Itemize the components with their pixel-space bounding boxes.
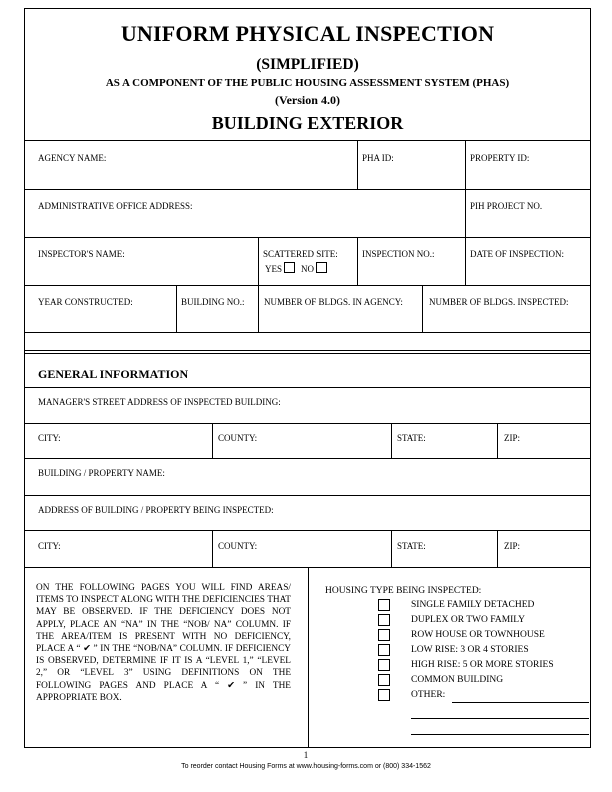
general-information-title: GENERAL INFORMATION xyxy=(38,367,189,381)
form-component-line: AS A COMPONENT OF THE PUBLIC HOUSING ASSESSMENT SYSTEM (PHAS) xyxy=(105,77,510,89)
manager-address-label: MANAGER'S STREET ADDRESS OF INSPECTED BUILDING: xyxy=(38,397,281,407)
rule xyxy=(25,423,590,424)
housing-type-title: HOUSING TYPE BEING INSPECTED: xyxy=(325,586,482,596)
housing-option-label: HIGH RISE: 5 OR MORE STORIES xyxy=(411,660,554,670)
housing-checkbox[interactable] xyxy=(378,614,390,626)
housing-checkbox[interactable] xyxy=(378,674,390,686)
rule xyxy=(465,237,466,285)
other-line[interactable] xyxy=(452,702,589,703)
housing-option-label: DUPLEX OR TWO FAMILY xyxy=(411,615,526,625)
rule xyxy=(25,140,590,141)
rule xyxy=(25,237,590,238)
form-title: UNIFORM PHYSICAL INSPECTION xyxy=(120,21,495,46)
pha-id-label: PHA ID: xyxy=(362,153,394,163)
section-divider xyxy=(25,350,590,351)
rule xyxy=(212,423,213,458)
county-label-2: COUNTY: xyxy=(218,541,258,551)
pih-project-no-label: PIH PROJECT NO. xyxy=(470,201,543,211)
rule xyxy=(497,423,498,458)
agency-name-label: AGENCY NAME: xyxy=(38,153,107,163)
rule xyxy=(25,458,590,459)
housing-checkbox[interactable] xyxy=(378,689,390,701)
scattered-site-options xyxy=(265,262,333,274)
bldgs-inspected-label: NUMBER OF BLDGS. INSPECTED: xyxy=(429,297,569,307)
housing-checkbox[interactable] xyxy=(378,629,390,641)
housing-option-label: ROW HOUSE OR TOWNHOUSE xyxy=(411,630,545,640)
other-line[interactable] xyxy=(411,718,589,719)
county-label: COUNTY: xyxy=(218,433,258,443)
zip-label: ZIP: xyxy=(504,433,521,443)
housing-option-label: COMMON BUILDING xyxy=(411,675,504,685)
housing-option-label: LOW RISE: 3 OR 4 STORIES xyxy=(411,645,529,655)
year-constructed-label: YEAR CONSTRUCTED: xyxy=(38,297,133,307)
instructions-text: ON THE FOLLOWING PAGES YOU WILL FIND AREAS/ ITEMS TO INSPECT ALONG WITH THE DEFICIENCIES THAT MAY BE OBSERVED. IF THE DEFICIENCY DOES NOT APPLY, PLACE AN “NA” IN THE “NOB/ NA” COLUMN. IF THE AREA/ITEM IS PRESENT WITH NO DEFICIENCY, PLACE A “ ✔ ” IN THE “NOB/NA” COLUMN. IF DEFICIENCY IS OBSERVED, DETERMINE IF IT IS A “LEVEL 1,” “LEVEL 2,” OR “LEVEL 3” USING DEFINITIONS ON THE FOLLOWING PAGES AND PLACE A “ ✔ ” IN THE APPROPRIATE BOX. xyxy=(36,583,291,703)
housing-option-label: OTHER: xyxy=(411,690,446,700)
form-subtitle: (SIMPLIFIED) xyxy=(256,56,359,73)
rule xyxy=(25,495,590,496)
no-checkbox[interactable] xyxy=(316,262,327,273)
section-title: BUILDING EXTERIOR xyxy=(211,113,404,133)
rule xyxy=(357,237,358,285)
rule xyxy=(497,530,498,567)
admin-office-address-label: ADMINISTRATIVE OFFICE ADDRESS: xyxy=(38,201,193,211)
inspector-name-label: INSPECTOR'S NAME: xyxy=(38,249,125,259)
city-label: CITY: xyxy=(38,433,61,443)
housing-option-label: SINGLE FAMILY DETACHED xyxy=(411,600,535,610)
state-label: STATE: xyxy=(397,433,426,443)
rule xyxy=(212,530,213,567)
city-label-2: CITY: xyxy=(38,541,61,551)
rule xyxy=(25,189,590,190)
rule xyxy=(391,530,392,567)
yes-checkbox[interactable] xyxy=(284,262,295,273)
rule xyxy=(25,387,590,388)
rule xyxy=(25,530,590,531)
state-label-2: STATE: xyxy=(397,541,426,551)
yes-label: YES xyxy=(265,264,283,274)
scattered-site-label: SCATTERED SITE: xyxy=(263,249,338,259)
date-of-inspection-label: DATE OF INSPECTION: xyxy=(470,249,565,259)
page-number: 1 xyxy=(303,750,309,760)
property-id-label: PROPERTY ID: xyxy=(470,153,530,163)
no-label: NO xyxy=(301,264,315,274)
rule xyxy=(465,140,466,189)
rule xyxy=(391,423,392,458)
housing-checkbox[interactable] xyxy=(378,599,390,611)
zip-label-2: ZIP: xyxy=(504,541,521,551)
inspection-no-label: INSPECTION NO.: xyxy=(362,249,435,259)
building-name-label: BUILDING / PROPERTY NAME: xyxy=(38,468,165,478)
rule xyxy=(176,285,177,332)
building-address-label: ADDRESS OF BUILDING / PROPERTY BEING INSPECTED: xyxy=(38,505,274,515)
form-frame xyxy=(24,8,591,748)
rule xyxy=(465,189,466,237)
rule xyxy=(25,285,590,286)
reorder-footer: To reorder contact Housing Forms at www.housing-forms.com or (800) 334-1562 xyxy=(181,763,431,770)
rule xyxy=(357,140,358,189)
bldgs-in-agency-label: NUMBER OF BLDGS. IN AGENCY: xyxy=(264,297,403,307)
rule xyxy=(308,567,309,748)
rule xyxy=(25,332,590,333)
building-no-label: BUILDING NO.: xyxy=(181,297,245,307)
rule xyxy=(422,285,423,332)
housing-checkbox[interactable] xyxy=(378,659,390,671)
form-version: (Version 4.0) xyxy=(275,93,340,107)
rule xyxy=(258,285,259,332)
other-line[interactable] xyxy=(411,734,589,735)
housing-checkbox[interactable] xyxy=(378,644,390,656)
section-divider xyxy=(25,353,590,354)
rule xyxy=(258,237,259,285)
